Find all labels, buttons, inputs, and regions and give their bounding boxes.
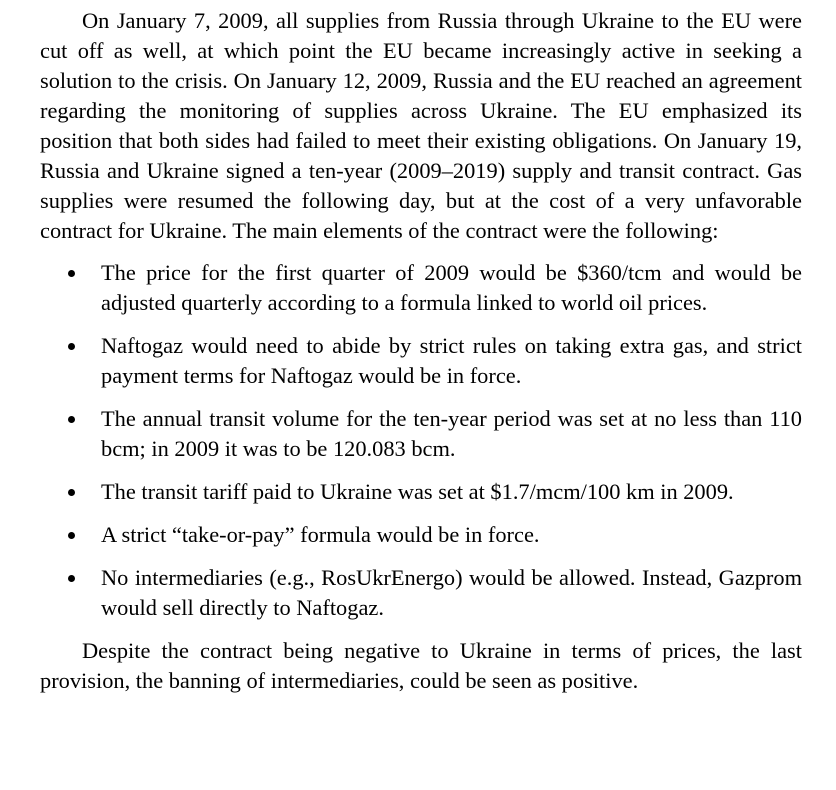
list-item <box>40 258 802 318</box>
bullet-icon <box>68 270 75 277</box>
list-item-text: The price for the first quarter of 2009 would be $360/tcm and would be adjusted quarterly according to a formula linked to world oil prices. <box>101 260 802 315</box>
bullet-icon <box>68 532 75 539</box>
list-item-text: A strict “take-or-pay” formula would be in force. <box>101 522 540 547</box>
document-page <box>40 6 802 696</box>
bullet-icon <box>68 343 75 350</box>
bullet-icon <box>68 489 75 496</box>
closing-paragraph: Despite the contract being negative to Ukraine in terms of prices, the last provision, the banning of intermediaries, could be seen as positive. <box>40 638 802 693</box>
list-item-text: The annual transit volume for the ten-year period was set at no less than 110 bcm; in 2009 it was to be 120.083 bcm. <box>101 406 802 461</box>
intro-paragraph: On January 7, 2009, all supplies from Russia through Ukraine to the EU were cut off as well, at which point the EU became increasingly active in seeking a solution to the crisis. On January 12, 2009, Russia and the EU reached an agreement regarding the monitoring of supplies across Ukraine. The EU emphasized its position that both sides had failed to meet their existing obligations. On January 19, Russia and Ukraine signed a ten-year (2009–2019) supply and transit contract. Gas supplies were resumed the following day, but at the cost of a very unfavorable contract for Ukraine. The main elements of the contract were the following: <box>40 8 802 243</box>
contract-elements-list <box>40 258 802 623</box>
list-item-text: The transit tariff paid to Ukraine was set at $1.7/mcm/100 km in 2009. <box>101 479 734 504</box>
list-item <box>40 477 802 507</box>
bullet-icon <box>68 416 75 423</box>
list-item <box>40 563 802 623</box>
list-item <box>40 331 802 391</box>
list-item-text: No intermediaries (e.g., RosUkrEnergo) would be allowed. Instead, Gazprom would sell directly to Naftogaz. <box>101 565 802 620</box>
list-item-text: Naftogaz would need to abide by strict rules on taking extra gas, and strict payment terms for Naftogaz would be in force. <box>101 333 802 388</box>
list-item <box>40 520 802 550</box>
list-item <box>40 404 802 464</box>
bullet-icon <box>68 575 75 582</box>
